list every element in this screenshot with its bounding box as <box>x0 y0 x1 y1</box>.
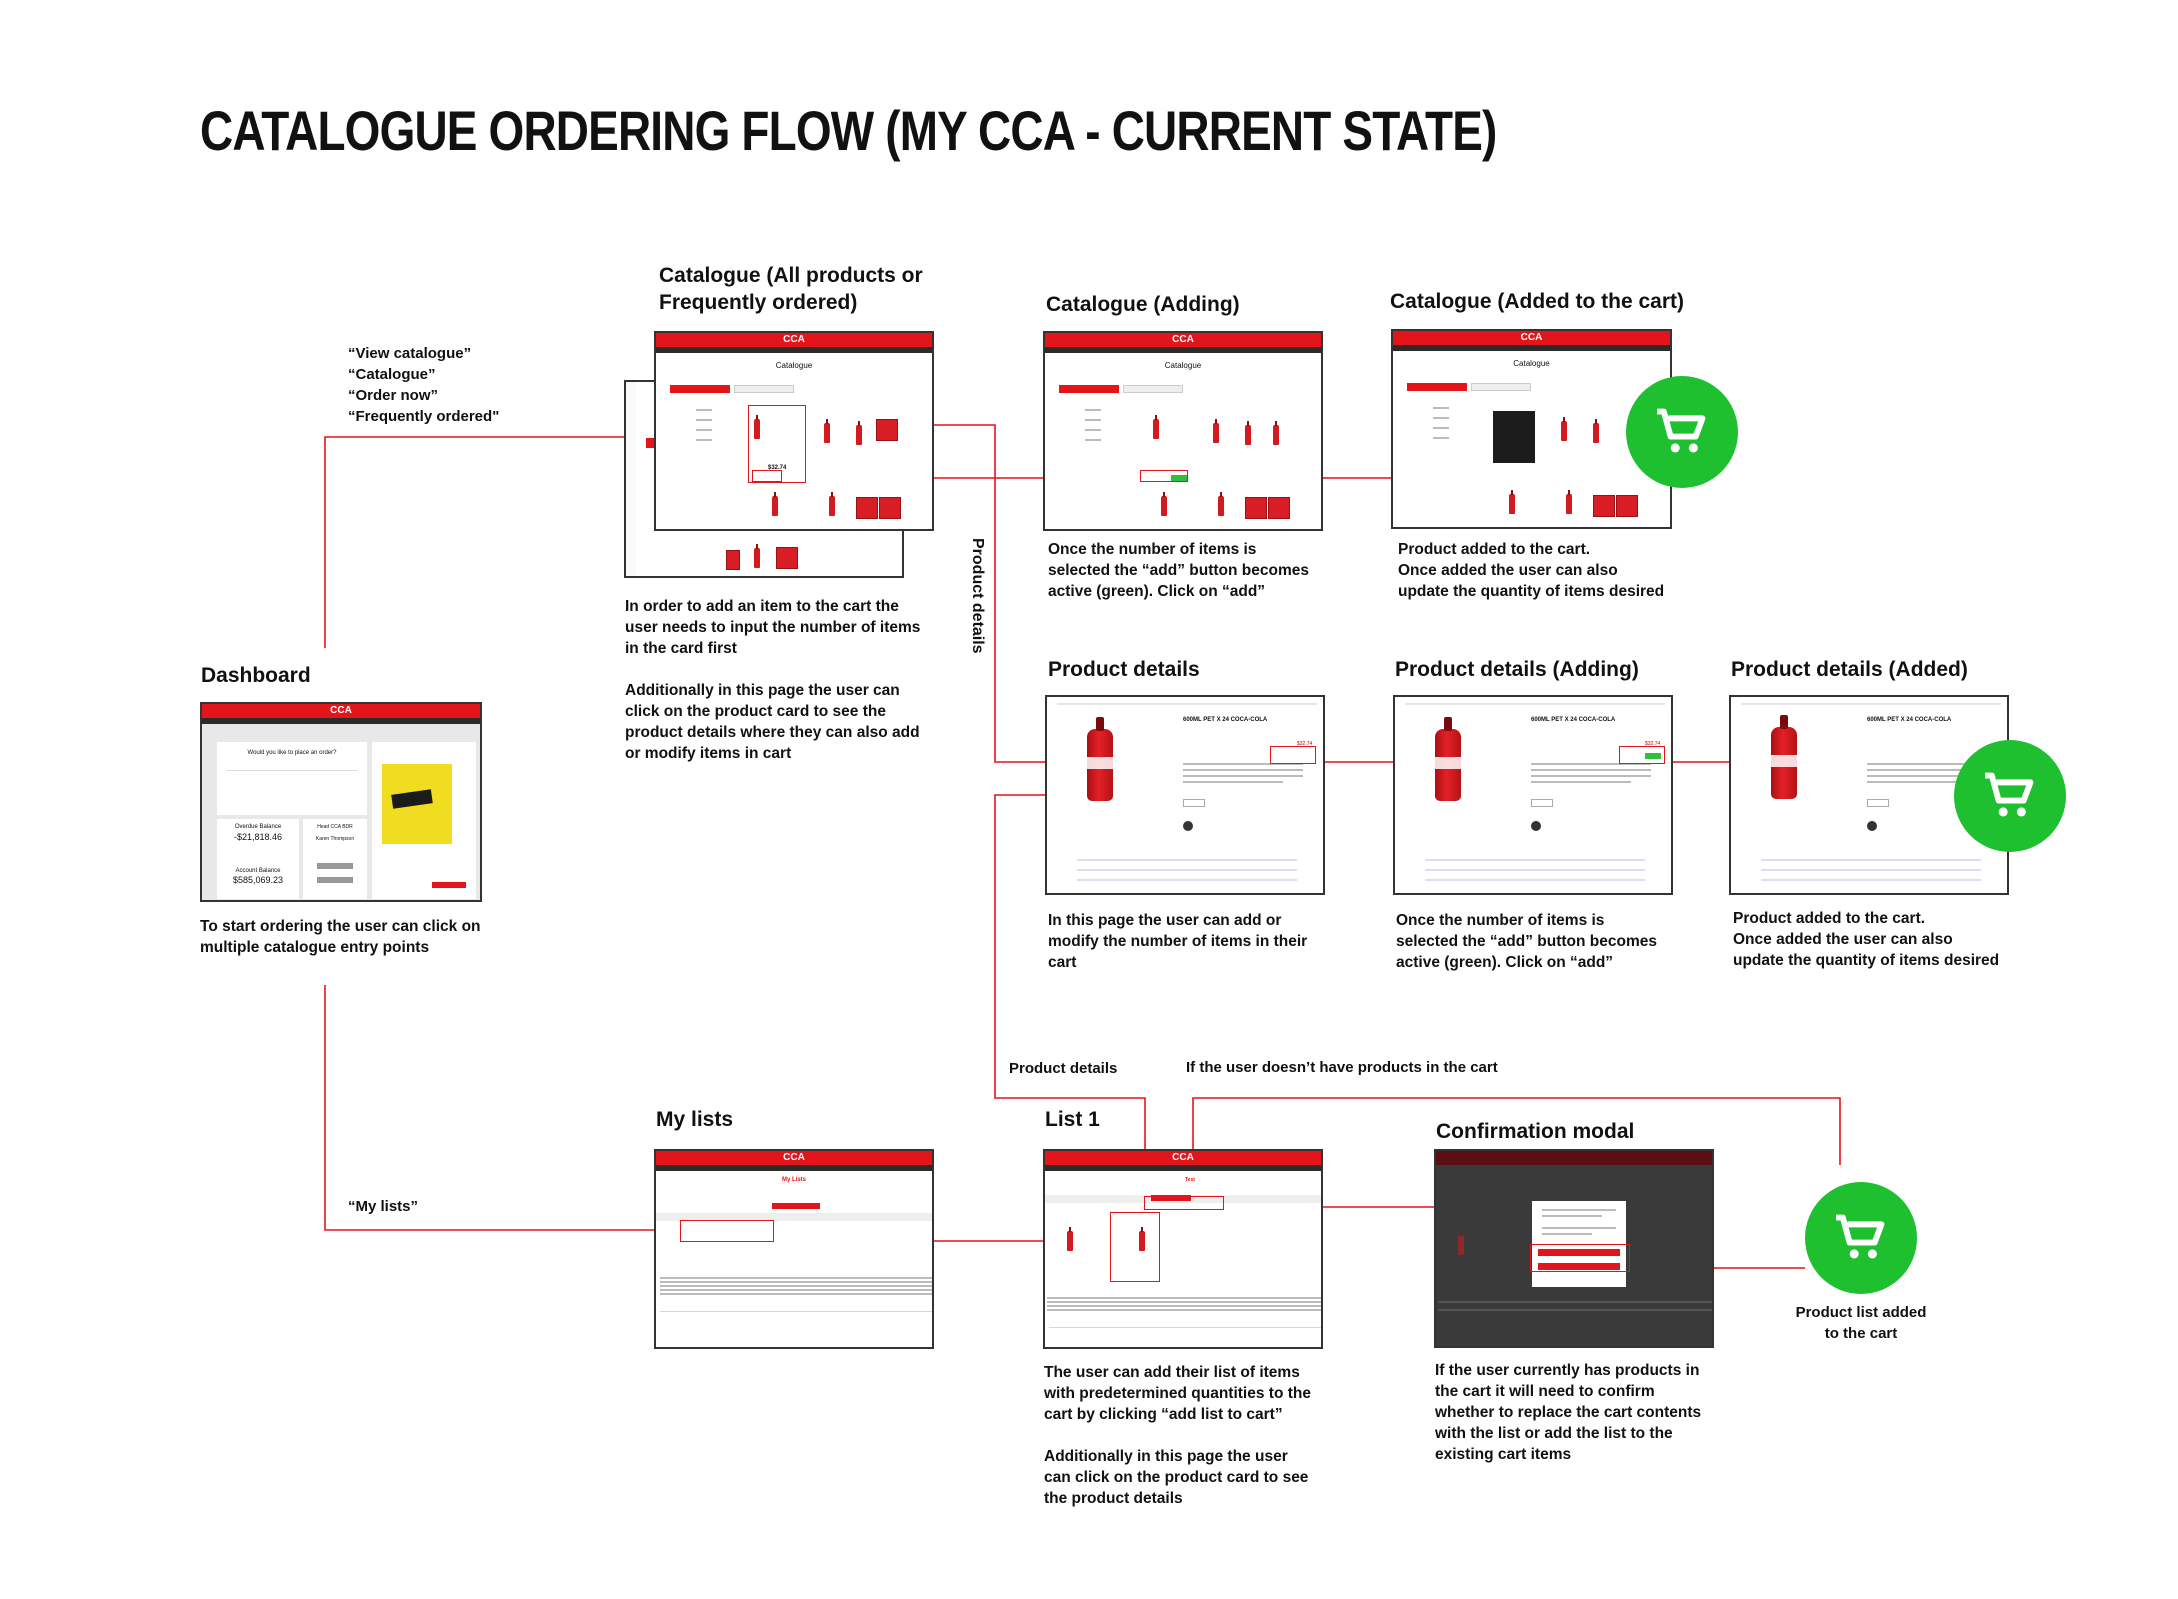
entry-point-my-lists: “My lists” <box>348 1198 419 1215</box>
product-details-adding-screen[interactable] <box>1393 695 1673 895</box>
catalogue-added-label: Catalogue (Added to the cart) <box>1390 290 1685 313</box>
product-details-qty-highlight <box>1270 746 1316 764</box>
product-name: 600ML PET X 24 COCA-COLA <box>1183 717 1268 723</box>
product-details-adding-highlight <box>1619 746 1665 764</box>
my-lists-screen[interactable]: CCA My Lists <box>654 1149 934 1349</box>
cca-logo: CCA <box>330 705 352 716</box>
order-card <box>217 742 367 815</box>
product-details-vertical-label: Product details <box>969 538 986 654</box>
product-details-adding-desc: Once the number of items is selected the “add” button becomes active (green). Click on “add” <box>1396 912 1657 971</box>
catalogue-adding-highlight <box>1140 470 1188 482</box>
product-details-added-desc: Product added to the cart. Once added the user can also update the quantity of items desired <box>1733 910 2000 969</box>
catalogue-page-title: Catalogue <box>775 361 813 370</box>
list-added-label: Product list added to the cart <box>1795 1304 1927 1342</box>
account-value: $585,069.23 <box>232 875 284 885</box>
catalogue-price: $32.74 <box>768 465 787 471</box>
overdue-value: -$21,818.46 <box>233 832 283 842</box>
product-details-desc: In this page the user can add or modify the number of items in their cart <box>1048 912 1308 971</box>
flow-label-product-details: Product details <box>1009 1060 1118 1077</box>
product-price: $32.74 <box>1645 741 1661 747</box>
catalogue-added-screen[interactable]: CCA Catalogue <box>1391 329 1672 529</box>
balance-card <box>217 819 299 899</box>
catalogue-adding-label: Catalogue (Adding) <box>1046 293 1240 316</box>
cart-popover <box>1493 411 1535 463</box>
my-list-item-highlight <box>680 1220 774 1242</box>
dashboard-screen[interactable] <box>200 702 482 902</box>
dashboard-desc: To start ordering the user can click on multiple catalogue entry points <box>200 918 481 956</box>
confirmation-label: Confirmation modal <box>1436 1120 1635 1143</box>
account-label: Account Balance <box>235 868 281 874</box>
product-details-added-label: Product details (Added) <box>1731 658 1968 681</box>
list-product-card-highlight <box>1110 1212 1160 1282</box>
connector-dashboard-catalogue <box>325 437 632 648</box>
catalogue-adding-desc: Once the number of items is selected the “add” button becomes active (green). Click on “add” <box>1048 541 1309 600</box>
shopping-cart-icon <box>1833 1213 1889 1263</box>
catalogue-qty-highlight <box>752 470 782 482</box>
list1-screen[interactable]: CCA Test <box>1043 1149 1323 1349</box>
product-details-adding-label: Product details (Adding) <box>1395 658 1639 681</box>
page-title: CATALOGUE ORDERING FLOW (MY CCA - CURRENT STATE) <box>200 99 1497 162</box>
connector-dashboard-mylists <box>325 985 692 1230</box>
contact-card <box>303 819 367 899</box>
product-details-label: Product details <box>1048 658 1200 681</box>
shopping-cart-icon <box>1982 771 2038 821</box>
catalogue-added-page-title: Catalogue <box>1513 359 1550 368</box>
confirmation-desc: If the user currently has products in the cart it will need to confirm whether to replace the cart contents with the list or add the list to the existing cart items <box>1435 1362 1702 1463</box>
cart-added-badge <box>1954 740 2066 852</box>
list-added-badge <box>1805 1182 1917 1294</box>
catalogue-adding-screen[interactable]: CCA Catalogue <box>1043 331 1323 531</box>
cart-added-badge <box>1626 376 1738 488</box>
catalogue-adding-page-title: Catalogue <box>1164 361 1202 370</box>
add-list-button-highlight <box>1144 1196 1224 1210</box>
flow-label-no-products: If the user doesn’t have products in the cart <box>1186 1059 1498 1076</box>
product-price: $32.74 <box>1297 741 1313 747</box>
list1-label: List 1 <box>1045 1108 1100 1131</box>
confirmation-buttons-highlight <box>1530 1244 1630 1272</box>
order-question: Would you like to place an order? <box>247 750 337 756</box>
catalogue-label: Catalogue (All products or Frequently ordered) <box>659 264 923 314</box>
list1-desc: The user can add their list of items with predetermined quantities to the cart by clicking “add list to cart” Additionally in this page the user can click on the product card to see the product details <box>1044 1364 1311 1507</box>
overdue-label: Overdue Balance <box>234 824 282 830</box>
product-details-screen[interactable] <box>1045 695 1325 895</box>
catalogue-desc: In order to add an item to the cart the user needs to input the number of items in the card first Additionally in this page the user can click on the product card to see the product details where they can also add or modify items in cart <box>625 598 921 762</box>
my-lists-page-title: My Lists <box>781 1177 806 1183</box>
contact-name: Karen Thompson <box>315 836 355 842</box>
catalogue-added-desc: Product added to the cart. Once added the user can also update the quantity of items desired <box>1398 541 1665 600</box>
my-lists-label: My lists <box>656 1108 734 1131</box>
list1-title: Test <box>1185 1177 1195 1183</box>
contact-title: Head CCA BDR <box>317 824 353 830</box>
product-name: 600ML PET X 24 COCA-COLA <box>1531 717 1616 723</box>
catalogue-screen[interactable]: CCA Catalogue $32.74 <box>654 331 934 531</box>
entry-points-catalogue: “View catalogue” “Catalogue” “Order now” “Frequently ordered" <box>348 345 500 425</box>
product-name: 600ML PET X 24 COCA-COLA <box>1867 717 1952 723</box>
dashboard-label: Dashboard <box>201 664 311 687</box>
shopping-cart-icon <box>1654 407 1710 457</box>
notifications-card <box>372 742 476 899</box>
